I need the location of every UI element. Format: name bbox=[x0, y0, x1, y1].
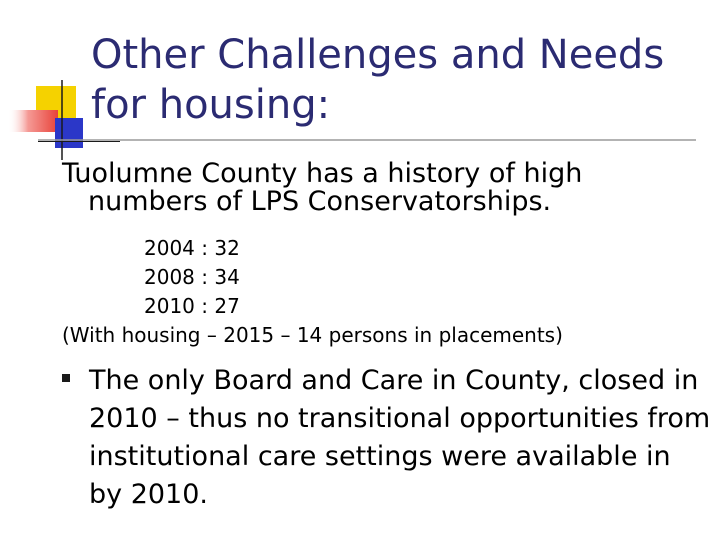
stat-2008: 2008 : 34 bbox=[144, 265, 240, 289]
intro-line-2: numbers of LPS Conservatorships. bbox=[88, 186, 552, 217]
intro-paragraph bbox=[62, 160, 712, 216]
bullet-text: The only Board and Care in County, closed in 2010 – thus no transitional opportunities from institutional care settings were available in by 2010. bbox=[89, 365, 711, 510]
housing-note: (With housing – 2015 – 14 persons in placements) bbox=[62, 323, 563, 347]
slide-title bbox=[91, 30, 701, 130]
slide-body bbox=[62, 160, 712, 350]
title-line-2: for housing: bbox=[91, 82, 331, 128]
stat-2004: 2004 : 32 bbox=[144, 236, 240, 260]
bullet-item bbox=[62, 362, 712, 514]
square-bullet-icon bbox=[62, 374, 70, 382]
title-line-1: Other Challenges and Needs bbox=[91, 32, 665, 78]
blue-square-icon bbox=[55, 118, 83, 148]
stats-block bbox=[62, 234, 712, 350]
red-bar-icon bbox=[8, 110, 58, 132]
stat-2010: 2010 : 27 bbox=[144, 294, 240, 318]
intro-line-1: Tuolumne County has a history of high bbox=[62, 158, 583, 189]
